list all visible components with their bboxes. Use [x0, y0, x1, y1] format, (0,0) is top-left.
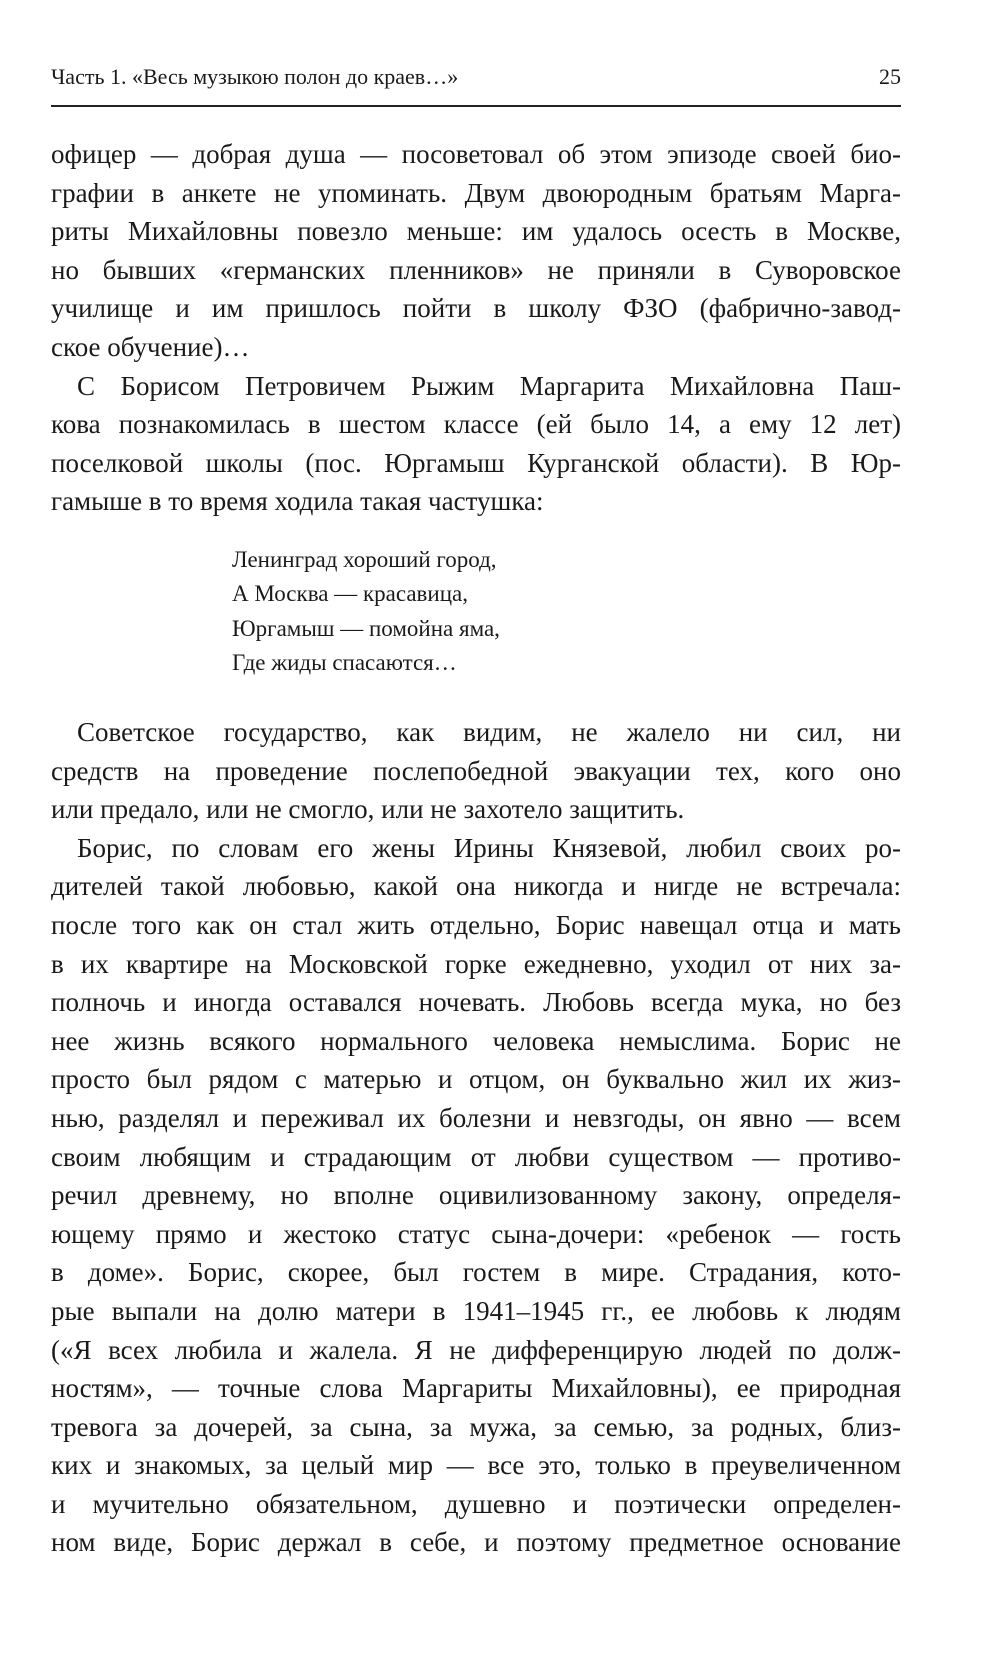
text-line: кова познакомилась в шестом классе (ей было 14, а ему 12 лет) — [51, 409, 901, 440]
text-line: ном виде, Борис держал в себе, и поэтому предметное основание — [51, 1527, 901, 1558]
text-line: в их квартире на Московской горке ежедневно, уходил от них за- — [51, 948, 901, 979]
header-rule — [51, 105, 901, 107]
text-line: но бывших «германских пленников» не приняли в Суворовское — [51, 254, 901, 285]
page-number: 25 — [879, 64, 901, 89]
text-line: ких и знакомых, за целый мир — все это, только в преувеличенном — [51, 1450, 901, 1481]
text-line: Советское государство, как видим, не жалело ни сил, ни — [77, 717, 901, 747]
text-line: нью, разделял и переживал их болезни и невзгоды, он явно — всем — [51, 1102, 901, 1133]
body-text-top — [51, 135, 901, 521]
text-line: дителей такой любовью, какой она никогда и нигде не встречала: — [51, 871, 901, 902]
text-line: в доме». Борис, скорее, был гостем в мире. Страдания, кото- — [51, 1257, 901, 1288]
text-line: просто был рядом с матерью и отцом, он буквально жил их жиз- — [51, 1064, 901, 1095]
text-line: или предало, или не смогло, или не захотело защитить. — [51, 794, 685, 825]
paragraph — [51, 367, 901, 521]
text-line: средств на проведение послепобедной эвакуации тех, кого оно — [51, 755, 901, 786]
poem-line: Ленинград хороший город, — [232, 547, 497, 572]
paragraph — [51, 829, 901, 1562]
text-line: и мучительно обязательном, душевно и поэтически определен- — [51, 1488, 901, 1519]
poem-chastushka — [232, 543, 500, 680]
text-line: нее жизнь всякого нормального человека немыслима. Борис не — [51, 1025, 901, 1056]
text-line: после того как он стал жить отдельно, Борис навещал отца и мать — [51, 909, 901, 940]
text-line: ющему прямо и жестоко статус сына-дочери: «ребенок — гость — [51, 1218, 901, 1249]
text-line: ностям», — точные слова Маргариты Михайловны), ее природная — [51, 1373, 901, 1404]
poem-line: А Москва — красавица, — [232, 581, 468, 607]
text-line: офицер — добрая душа — посоветовал об этом эпизоде своей био- — [51, 139, 901, 169]
text-line: полночь и иногда оставался ночевать. Любовь всегда мука, но без — [51, 987, 901, 1018]
text-line: гамыше в то время ходила такая частушка: — [51, 486, 544, 517]
text-line: риты Михайловны повезло меньше: им удалось осесть в Москве, — [51, 216, 901, 247]
poem-line: Где жиды спасаются… — [232, 649, 457, 675]
paragraph — [51, 713, 901, 829]
text-line: Борис, по словам его жены Ирины Князевой, любил своих ро- — [77, 832, 901, 863]
running-title: Часть 1. «Весь музыкою полон до краев…» — [51, 64, 459, 89]
poem-line: Юргамыш — помойна яма, — [232, 615, 500, 641]
text-line: своим любящим и страдающим от любви существом — противо- — [51, 1141, 901, 1172]
text-line: ское обучение)… — [51, 331, 250, 362]
text-line: поселковой школы (пос. Юргамыш Курганской области). В Юр- — [51, 447, 901, 478]
text-line: рые выпали на долю матери в 1941–1945 гг., ее любовь к людям — [51, 1295, 901, 1326]
text-line: тревога за дочерей, за сына, за мужа, за семью, за родных, близ- — [51, 1411, 901, 1442]
text-line: С Борисом Петровичем Рыжим Маргарита Михайловна Паш- — [77, 370, 901, 401]
body-text-bottom — [51, 713, 901, 1562]
text-line: («Я всех любила и жалела. Я не дифференцирую людей по долж- — [51, 1334, 901, 1365]
text-line: речил древнему, но вполне оцивилизованному закону, определя- — [51, 1180, 901, 1211]
running-header — [51, 64, 901, 94]
text-line: училище и им пришлось пойти в школу ФЗО (фабрично-завод- — [51, 293, 901, 324]
text-line: графии в анкете не упоминать. Двум двоюродным братьям Марга- — [51, 177, 901, 208]
paragraph — [51, 135, 901, 367]
